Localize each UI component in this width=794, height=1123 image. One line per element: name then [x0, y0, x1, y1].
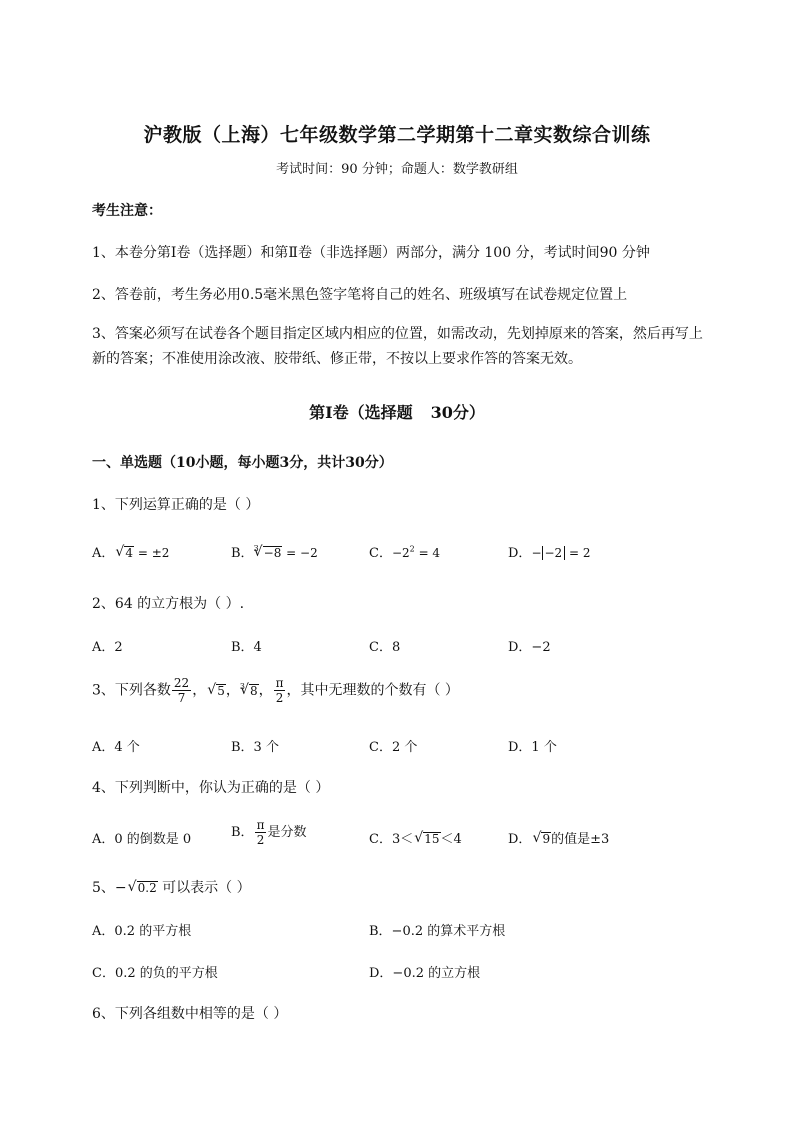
- option-rest: = −2: [282, 546, 318, 560]
- stem-text: 可以表示（ ）: [157, 880, 251, 896]
- radicand: 0.2: [137, 881, 157, 895]
- notice-item-2: 2、答卷前，考生务必用0.5毫米黑色签字笔将自己的姓名、班级填写在试卷规定位置上: [92, 287, 628, 303]
- exam-info: 考试时间：90 分钟；命题人：数学教研组: [276, 162, 518, 177]
- minus-sign: −: [531, 546, 542, 560]
- denominator: 7: [177, 691, 186, 705]
- section-title-text: 第Ⅰ卷（选择题: [309, 403, 413, 422]
- q1-option-c[interactable]: [369, 542, 440, 561]
- q5-option-c[interactable]: C．0.2 的负的平方根: [92, 966, 218, 981]
- option-label: B．: [231, 825, 254, 840]
- q5-option-d[interactable]: D．−0.2 的立方根: [369, 966, 481, 981]
- stem-text: ，其中无理数的个数有（ ）: [286, 682, 459, 699]
- option-rest: ＜4: [440, 832, 462, 847]
- sqrt-symbol: [207, 684, 226, 698]
- notice-item-3: 3、答案必须写在试卷各个题目指定区域内相应的位置，如需改动，先划掉原来的答案，然后再写上新的答案；不准使用涂改液、胶带纸、修正带，不按以上要求作答的答案无效。: [92, 326, 703, 367]
- q4-option-a[interactable]: A．0 的倒数是 0: [92, 832, 192, 847]
- radicand: −8: [263, 546, 282, 560]
- q2-option-c[interactable]: C．8: [369, 640, 401, 655]
- option-rest: = ±2: [134, 546, 170, 560]
- root-index: 3: [239, 681, 245, 691]
- option-base: −2: [391, 546, 410, 560]
- option-rest: = 4: [414, 546, 441, 560]
- absolute-value: −2: [542, 546, 566, 560]
- sqrt-symbol: [128, 881, 158, 895]
- q1-option-d[interactable]: [508, 542, 591, 561]
- notice-heading: 考生注意：: [92, 203, 162, 219]
- question-5-stem: [92, 877, 251, 897]
- page-title: 沪教版（上海）七年级数学第二学期第十二章实数综合训练: [143, 124, 651, 146]
- option-label: C．3＜: [369, 832, 414, 847]
- radicand: 15: [424, 832, 440, 846]
- q1-option-b[interactable]: [231, 542, 318, 561]
- option-label: A．: [92, 546, 115, 561]
- section-title: [0, 400, 794, 423]
- option-label: D．: [508, 546, 532, 561]
- numerator: 22: [173, 676, 190, 690]
- separator: ，: [225, 682, 240, 699]
- q3-option-b[interactable]: B．3 个: [231, 740, 279, 755]
- option-rest: 是分数: [267, 825, 307, 840]
- denominator: 2: [275, 691, 284, 705]
- stem-text: 3、下列各数: [92, 682, 171, 699]
- root-index: 3: [253, 544, 259, 553]
- question-2-stem: 2、64 的立方根为（ ）.: [92, 596, 245, 612]
- numerator: π: [275, 676, 284, 690]
- option-rest: = 2: [565, 546, 591, 560]
- q5-option-b[interactable]: B．−0.2 的算术平方根: [369, 924, 506, 939]
- denominator: 2: [256, 833, 265, 847]
- exponent: 2: [409, 544, 415, 554]
- section-score: 30分）: [430, 403, 485, 422]
- q2-option-a[interactable]: A．2: [92, 640, 123, 655]
- cbrt-symbol: [254, 546, 283, 560]
- option-label: C．: [369, 546, 392, 561]
- q4-option-c[interactable]: [369, 828, 462, 847]
- q2-option-d[interactable]: D．−2: [508, 640, 551, 655]
- option-rest: 的值是±3: [551, 832, 610, 847]
- question-6-stem: 6、下列各组数中相等的是（ ）: [92, 1006, 288, 1022]
- question-3-stem: [92, 676, 459, 705]
- part-title: 一、单选题（10小题，每小题3分，共计30分）: [92, 455, 393, 471]
- separator: ，: [258, 682, 273, 699]
- q4-option-d[interactable]: [508, 828, 609, 847]
- option-label: D．: [508, 832, 532, 847]
- separator: ，: [192, 682, 207, 699]
- option-label: B．: [231, 546, 254, 561]
- fraction: [172, 676, 191, 705]
- q5-option-a[interactable]: A．0.2 的平方根: [92, 924, 192, 939]
- numerator: π: [256, 818, 265, 832]
- cbrt-symbol: [239, 681, 259, 698]
- q2-option-b[interactable]: B．4: [231, 640, 262, 655]
- q3-option-a[interactable]: A．4 个: [92, 740, 140, 755]
- radicand: 4: [125, 546, 134, 560]
- radicand: 8: [249, 683, 258, 698]
- q1-option-a[interactable]: [92, 542, 169, 561]
- radicand: 9: [542, 832, 551, 846]
- sqrt-symbol: [414, 832, 440, 846]
- question-1-stem: 1、下列运算正确的是（ ）: [92, 497, 260, 513]
- fraction: [255, 818, 267, 847]
- question-4-stem: 4、下列判断中，你认为正确的是（ ）: [92, 780, 330, 796]
- stem-text: 5、−: [92, 880, 127, 896]
- sqrt-symbol: [115, 546, 134, 560]
- notice-item-1: 1、本卷分第Ⅰ卷（选择题）和第Ⅱ卷（非选择题）两部分，满分 100 分，考试时间90 分钟: [92, 245, 650, 261]
- q3-option-c[interactable]: C．2 个: [369, 740, 418, 755]
- radicand: 5: [217, 683, 225, 698]
- sqrt-symbol: [532, 832, 551, 846]
- q3-option-d[interactable]: D．1 个: [508, 740, 557, 755]
- q4-option-b[interactable]: [231, 818, 306, 847]
- fraction: [274, 676, 286, 705]
